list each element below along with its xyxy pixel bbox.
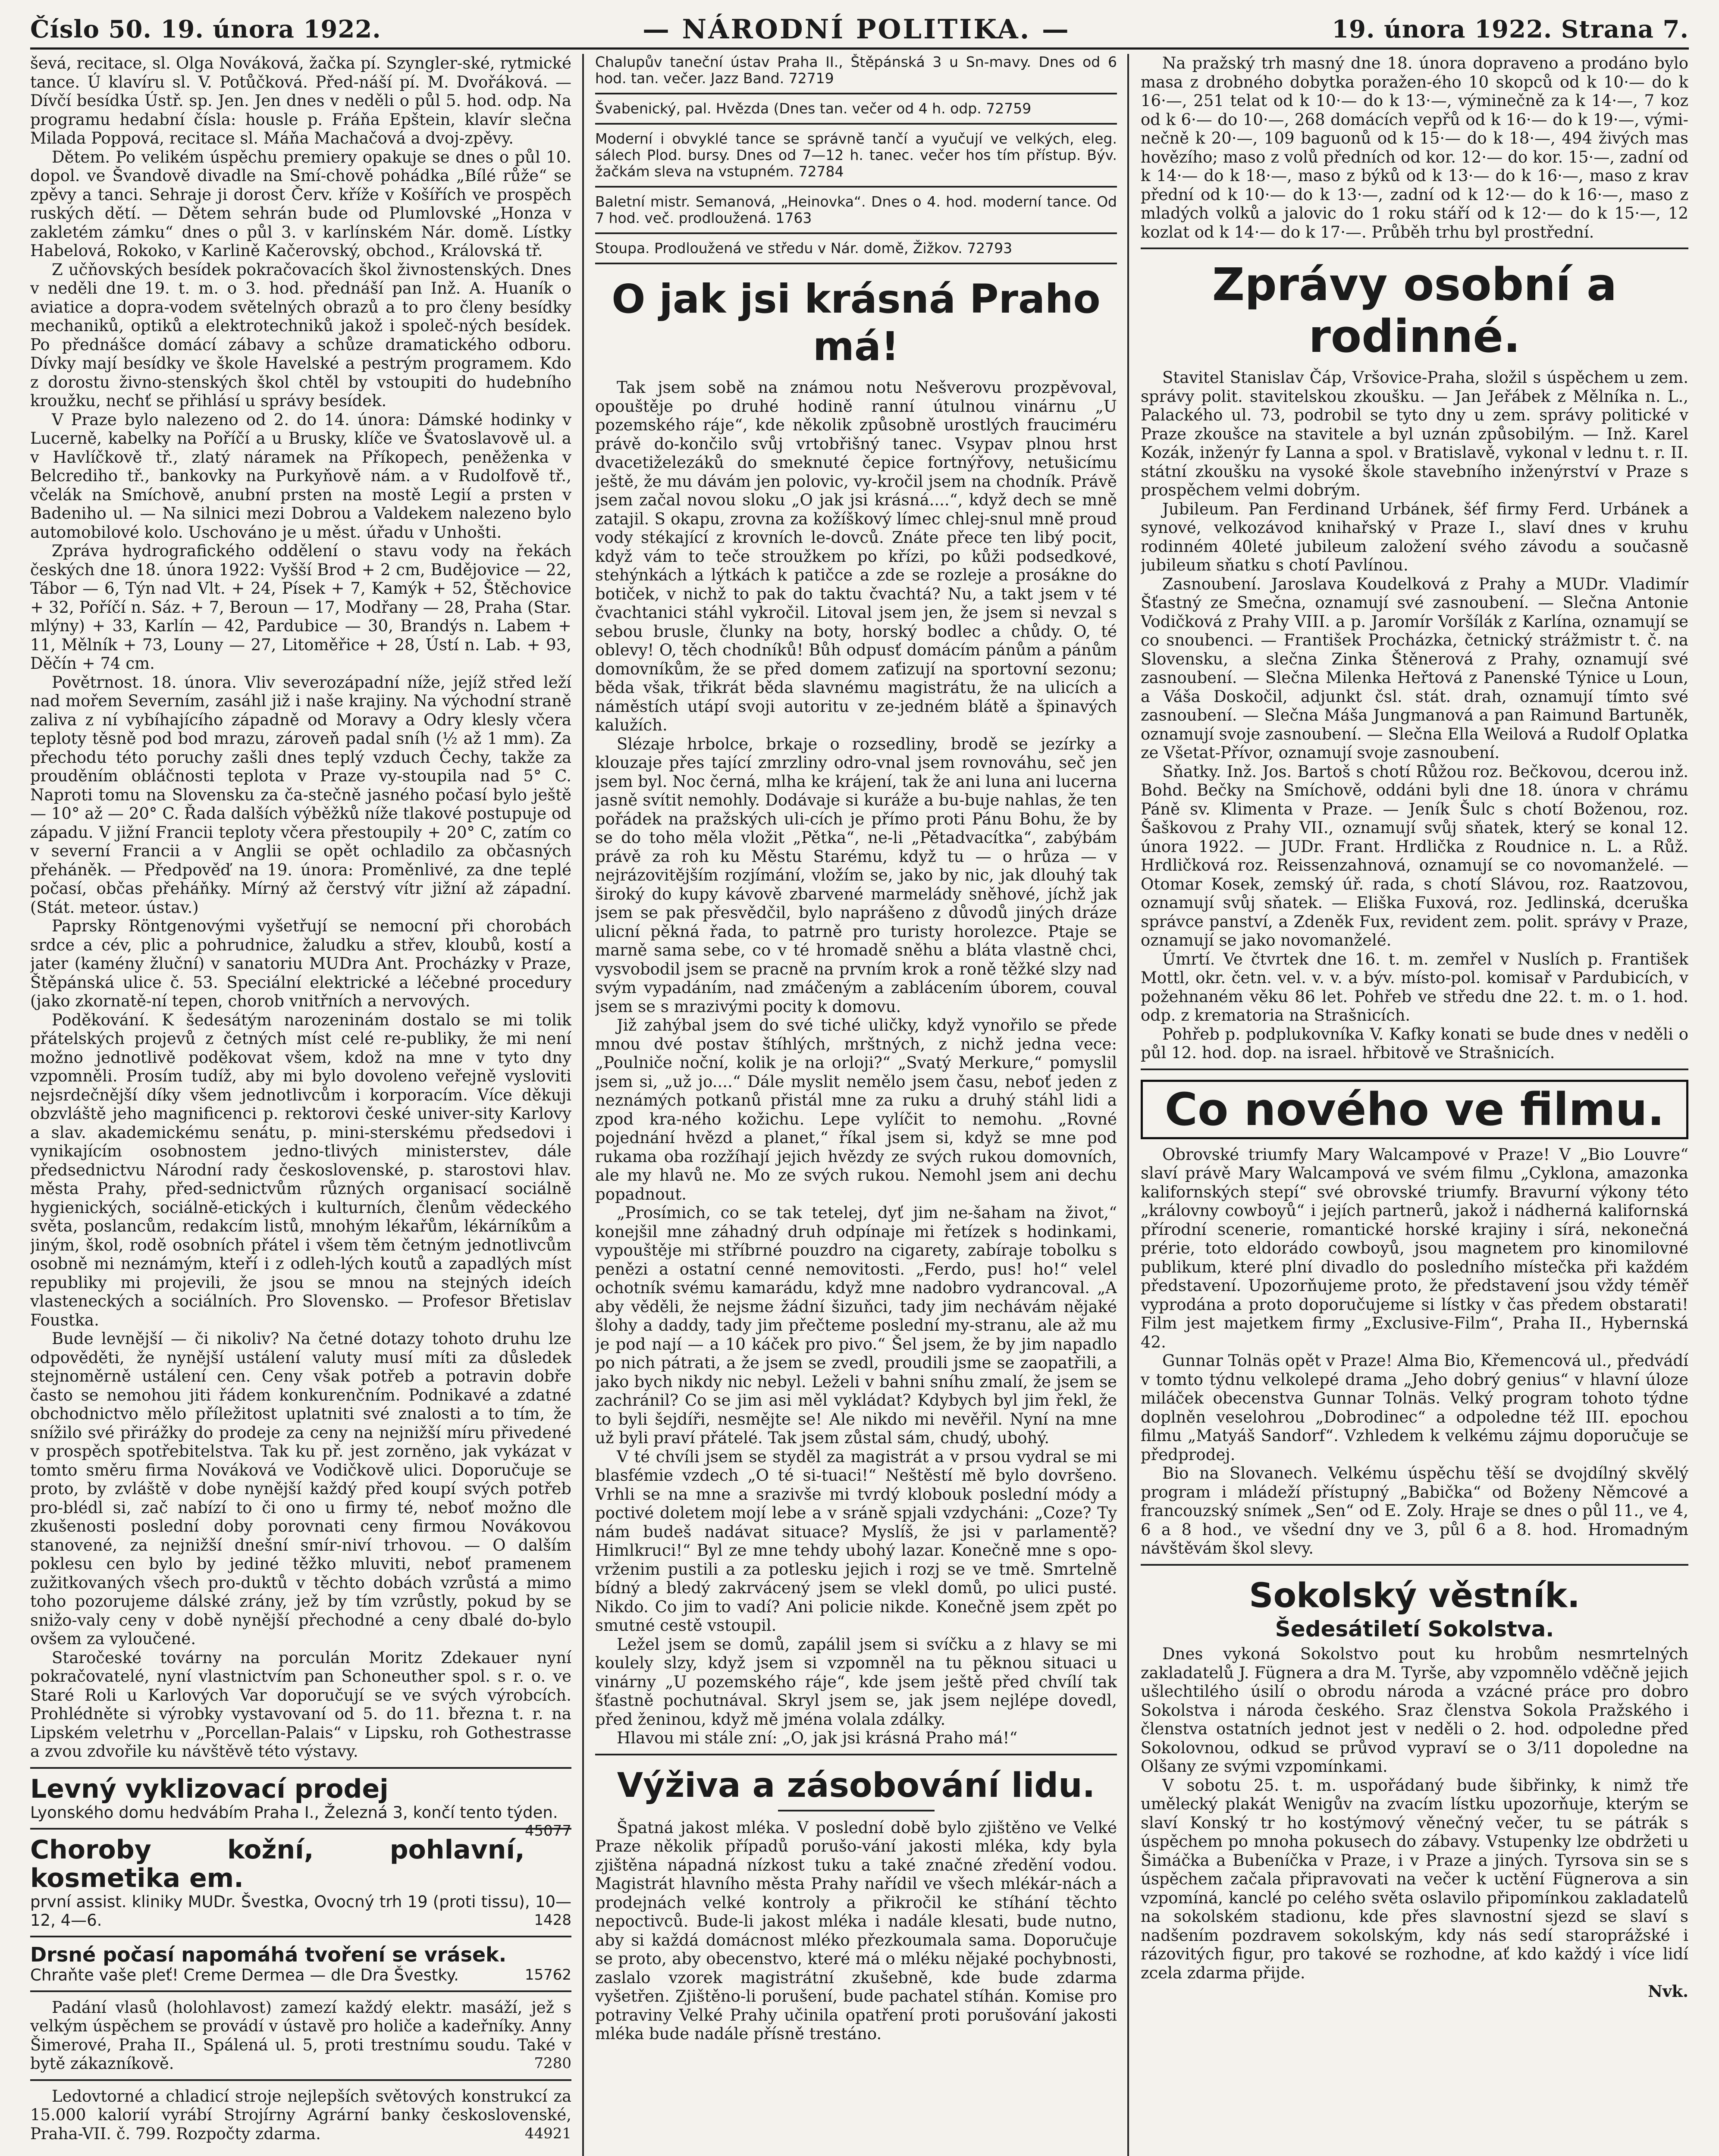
column-divider-2 (1127, 54, 1129, 2156)
article-text: Jubileum. Pan Ferdinand Urbánek, šéf firmy Ferd. Urbánek a synové, velkozávod knihařský v Praze I., slaví dnes v kruhu rodinném 40leté jubileum založení svého závodu a současně jubileum sňatku s chotí Pavlínou. (1141, 499, 1688, 574)
separator (1141, 248, 1688, 249)
advertisement (30, 1836, 571, 1930)
column-2 (595, 54, 1117, 2156)
short-rule (778, 1810, 935, 1811)
listing-item: Švabenický, pal. Hvězda (Dnes tan. večer od 4 h. odp. 72759 (595, 100, 1032, 117)
ad-body: Lyonského domu hedvábím Praha I., Železná 3, končí tento týden. 45077 (30, 1803, 571, 1839)
article-text: Ležel jsem se domů, zapálil jsem si svíčku a z hlavy se mi koulely slzy, když jsem si vzpomněl na tu pěknou situaci u vinárny „U pozemského ráje“, kde jsem ještě před chvílí tak šťastně pochutnával. Skryl jsem se, jak jsem nejlépe dovedl, před ženinou, když mě jména volala zdálky. (595, 1635, 1117, 1729)
separator (595, 232, 1117, 234)
article-text: Zpráva hydrografického oddělení o stavu vody na řekách českých dne 18. února 1922: Vyšší Brod + 2 cm, Budějovice — 22, Tábor — 6, Týn nad Vlt. + 24, Písek + 7, Kamýk + 52, Štěchovice + 32, Poříčí n. Sáz. + 7, Beroun — 17, Modřany — 28, Praha (Star. mlýny) + 33, Karlín — 42, Pardubice — 30, Brandýs n. Labem + 11, Mělník + 73, Louny — 27, Litoměřice + 28, Ústí n. Lab. + 93, Děčín + 74 cm. (30, 542, 571, 673)
column-divider-1 (582, 54, 584, 2156)
ad-headline: Choroby kožní, pohlavní, kosmetika em. (30, 1834, 525, 1893)
listing-item: Chalupův taneční ústav Praha II., Štěpánská 3 u Sn-mavy. Dnes od 6 hod. tan. večer. Jazz Band. 72719 (595, 54, 1117, 87)
ad-body: Chraňte vaše pleť! Creme Dermea — dle Dra Švestky. 15762 (30, 1965, 571, 1984)
ad-headline: Levný vyklizovací prodej (30, 1774, 389, 1804)
section-heading-personal: Zprávy osobní a rodinné. (1212, 258, 1617, 363)
advertisement (30, 1943, 571, 1984)
article-text: V té chvíli jsem se styděl za magistrát a v prsou vydral se mi blasfémie vzdech „O té si-tuaci!“ Neštěstí mě bylo dovršeno. Vrhli se na mne a srazivše mi tvrdý klobouk poslední módy a poctivé doletem mojí lebe a v sráně spjali vzdycháni: „Coze? Ty nám budeš nadávat situace? Myslíš, že jsi v parlamentě? Himlkruci!“ Byl ze mne tehdy ubohý lazar. Konečně mne s opo-vrženim pustili a za potlesku jejich i rozj se ve tmě. Smrtelně bídný a bledý zakrvácený jsem se vlekl domů, po ulici pusté. Nikdo. Co jim to vadí? Ani policie nikde. Konečně jsem zpět po smutné cestě vstoupil. (595, 1447, 1117, 1635)
separator (1141, 1564, 1688, 1566)
article-text: Povětrnost. 18. února. Vliv severozápadní níže, jejíž střed leží nad mořem Severním, zasáhl již i naše krajiny. Na východní straně zaliva z ní vybíhajícího západně od Moravy a Odry klesly včera teploty těsně pod bod mrazu, zároveň padal sníh (½ až 1 mm). Za přechodu této poruchy zašli dnes teplý vzduch Čechy, takže za prouděním obláčnosti teplota v Praze vy-stoupila nad 5° C. Naproti tomu na Slovensku za ča-stečně jasného počasí bylo ještě — 10° až — 20° C. Řada dalších výběžků níže tlakové postupuje od západu. V jižní Francii teploty včera přestoupily + 20° C, zatím co v severní Francii a v Anglii se opět ochladilo za občasných přeháněk. — Předpověď na 19. února: Proměnlivé, za dne teplé počasí, občas přeháňky. Mírný až čerstvý vítr jižní až západní. (Stát. meteor. ústav.) (30, 673, 571, 917)
separator (30, 2079, 571, 2081)
listing-item: Stoupa. Prodloužená ve středu v Nár. domě, Žižkov. 72793 (595, 240, 1013, 257)
ad-body: první assist. kliniky MUDr. Švestka, Ovocný trh 19 (proti tissu), 10—12, 4—6. 1428 (30, 1892, 571, 1930)
section-subheading-sokol: Šedesátiletí Sokolstva. (1275, 1616, 1554, 1642)
article-text: Dětem. Po velikém úspěchu premiery opakuje se dnes o půl 10. dopol. ve Švandově divadle na Smí-chově pohádka „Bílé růže“ se zpěvy a tanci. Sehraje ji dorost Červ. kříže v Košířích ve prospěch ruských dětí. — Dětem sehrán bude od Plumlovské „Honza v zakletém zámku“ dnes o půl 3. v karlínském Nár. domě. Lístky Habelová, Rokoko, v Karlině Kačerovský, obchod., Královská tř. (30, 147, 571, 260)
separator (30, 1990, 571, 1992)
separator (30, 1936, 571, 1937)
ad-headline: Drsné počasí napomáhá tvoření se vrásek. (30, 1943, 507, 1966)
article-text: Z učňovských besídek pokračovacích škol živnostenských. Dnes v neděli dne 19. t. m. o 3. hod. přednáší pan Inž. A. Huaník o aviatice a dopra-vodem světelných obrazů a to pro členy besídky mechaniků, optiků a elektrotechniků jakož i společ-ných besídek. Po přednášce domácí zábavy a schůze dramatického odboru. Dívky mají besídky ve škole Havelské a pestrým programem. Kdo z dorostu živno-stenských škol chtěl by vstoupiti do hudebního kroužku, nechť se přihlásí u správy besídek. (30, 260, 571, 410)
column-1 (30, 54, 571, 2156)
feuilleton-heading: O jak jsi krásná Praho má! (612, 276, 1101, 370)
article-text: Poděkování. K šedesátým narozeninám dostalo se mi tolik přátelských projevů z četných míst celé re-publiky, že mi není možno jednotlivě poděkovat všem, kdož na mne v tyto dny vzpomněli. Prosím tudíž, aby mi bylo dovoleno veřejně vysloviti nejsrdečnější díky všem jednotlivcům i korporacím. Více děkuji obzvláště jeho magnificenci p. rektorovi české univer-sity Karlovy a slav. akademickému senátu, p. mini-sterskému předsedovi i vynikajícím osobnostem jedno-tlivých ministerstev, dále předsednictvu Národní rady československé, p. starostovi hlav. města Prahy, před-sednictvům různých organisací sociálně hygienických, sociálně-etických i kulturních, členům vědeckého světa, poslancům, redakcím listů, mnohým lékařům, lékárníkům a jiným, škol, rodě osobních přátel i všem těm četným jednotlivcům osobně mi neznámým, kteří i z odleh-lých koutů a zapadlých míst republiky mi projevili, že jsou se mnou na stejných ideích vlasteneckých a sociálních. Pro Slovensko. — Profesor Břetislav Foustka. (30, 1010, 571, 1329)
separator (30, 1767, 571, 1769)
separator (595, 263, 1117, 264)
separator (595, 186, 1117, 188)
masthead (30, 11, 1689, 50)
article-text: Hlavou mi stále zní: „O, jak jsi krásná Praho má!“ (617, 1729, 1018, 1747)
issue-date-left: Číslo 50. 19. února 1922. (30, 15, 381, 44)
column-3 (1141, 54, 1688, 2156)
article-text: Bude levnější — či nikoliv? Na četné dotazy tohoto druhu lze odpověděti, že nynější ustálení valuty musí míti za důsledek stejnoměrně ustálení cen. Ceny však potřeb a potravin dobře často se nemohou jiti řádem konkurenčním. Podnikavé a zdatné obchodnictvo mělo příležitost uplatniti své znalosti a to tím, že snížilo své přirážky do prodeje za ceny na nejnižší míru přivedené v prospěch spotřebitelstva. Tak ku př. jest zorněno, jak vykázat v tomto směru firma Nováková ve Vodičkově ulici. Doporučuje se proto, by zvláště v dobe nynější každý před koupí svých potřeb pro-blédl si, zač nabízí to či ono u firmy té, neboť možno dle zkušenosti poslední doby porovnati ceny firmou Novákovou stanovené, za nejnižší dnešní smír-niví trhovou. — O dalším poklesu cen bylo by jediné těžko mluviti, neboť pramenem zužitkovaných všech pro-duktů v těchto dobách vzrůstá a mimo toho pozorujeme dálské zrány, jež by tím vzrůstly, pokud by se snižo-valy ceny v době nynější přechodné a ceny dbalé do-bylo ovšem za vyloučené. (30, 1329, 571, 1648)
article-text: Na pražský trh masný dne 18. února dopraveno a prodáno bylo masa z drobného dobytka poražen-ého 10 skopců od k 10·— do k 16·—, 251 telat od k 10·— do k 13·—, výminečně za k 14·—, 7 koz od k 6·— do 10·—, 268 domácích vepřů od k 16·— do k 19·—, vými-nečně k 20·—, 109 baguonů od k 15·— do k 18·—, 494 živých mas hovězího; maso z volů předních od kor. 12·— do kor. 15·—, zadní od k 14·— do k 18·—, maso z býků od k 13·— do k 16·—, maso z krav přední od k 10·— do k 13·—, zadní od k 12·— do k 16·—, maso z mladých volků a jalovic do 1 roku stáří od k 12·— do k 15·—, 12 kozlat od k 14·— do k 17·—. Průběh trhu byl prostřední. (1141, 54, 1688, 241)
article-text: Slézaje hrbolce, brkaje o rozsedliny, brodě se jezírky a klouzaje přes tající zmrzliny odro-vnal jsem rovnováhu, seč jen jsem byl. Noc černá, mlha ke krájení, tak že ani luna ani lucerna jasně svítit nemohly. Dodávaje si kuráže a bu-buje nahlas, že ten pořádek na pražských uli-cích je přímo proti Pánu Bohu, že by se do toho měla vložit „Pětka“, ne-li „Pětadvacítka“, zabýbám právě za roh ku Městu Starému, když tu — o hrůza — v nejrázovitějším rozjímání, vložím se, jako by nic, jak dlouhý tak široký do kupy kávově zbarvené marmelády sněhové, jíchž jak jsem se pak přesvědčil, bylo naprášeno z důvodů jiných dráze ulicní pěkná řada, to patrně pro turisty horolezce. Ptaje se marně sama sebe, co v té hromadě sněhu a bláta vlastně chci, vysvobodil jsem se pracně na prvním krok a roně těžké slzy nad svým vypadáním, nad zmáčeným a zablácením úborem, couval jsem se s mrazivými pocity k domovu. (595, 734, 1117, 1016)
newspaper-title: — NÁRODNÍ POLITIKA. — (642, 13, 1070, 45)
article-text: Špatná jakost mléka. V poslední době bylo zjištěno ve Velké Praze několik případů porušo-vání jakosti mléka, kdy byla zjištěna nápadná nízkost tuku a také značné zředění vodou. Magistrát hlavního města Prahy nařídil ve všech mlékár-nách a prodejnách velké kontroly a přikročil ke stíhání těchto nepoctivců. Bude-li jakost mléka i nadále klesati, bude nutno, aby si každá domácnost mléko přezkoumala sama. Doporučuje se proto, aby obecenstvo, které má o mléku nějaké pochybnosti, zaslalo vzorek magistrátní zkušebně, kde bude zdarma vyšetřen. Zjištěno-li porušení, bude pachatel stíhán. Komise pro potraviny Velké Prahy učinila opatření proti porušování jakosti mléka bude nadále přísně trestáno. (595, 1818, 1117, 2043)
article-text: Staročeské továrny na porculán Moritz Zdekauer nyní pokračovatelé, nyní vlastnictvím pan Schoneuther spol. s r. o. ve Staré Roli u Karlových Var doporučují se ve svých výrobcích. Prohlédněte si výrobky vystavovaní od 5. do 11. března t. r. na Lipském veletrhu v „Porcellan-Palais“ v Lipsku, roh Gothestrasse a zvou zdvořile ku návštěvě této výstavy. (30, 1648, 571, 1761)
article-text: „Prosímich, co se tak tetelej, dyť jim ne-šaham na život,“ konejšil mne záhadný druh odpínaje mi řetízek s hodinkami, vypouštěje mi stříbrné pouzdro na cigarety, zabíraje tobolku s penězi a ostatní cenné nemovitosti. „Ferdo, pus! ho!“ velel ochotník svému kamarádu, když mne nadobro vydrancoval. „A aby věděli, že nejsme žádní šizuňci, tady jim nechávám nějaké šlohy a daddy, tady jim přečteme poslední my-stranu, ale až mu je pod nají — a 10 káček pro pivo.“ Šel jsem, že by jim napadlo po nich pátrati, a že jsem se zvedl, proudili jsme se zaopatřili, a jako bych nikdy nic nebyl. Leželi v bahni sníhu zmalí, že jsem se zachránil? Co se jim asi měl vykládat? Kdybych byl jim řekl, že to byli šejdíři, nesmějte se! Ale nikdo mi nevěřil. Nyní na mne už byli praví přátelé. Tak jsem zůstal sám, chudý, ubohý. (595, 1203, 1117, 1447)
article-text: ševá, recitace, sl. Olga Nováková, žačka pí. Szyngler-ské, rytmické tance. Ú klavíru sl. V. Potůčková. Před-náší pí. M. Dvořáková. — Dívčí besídka Ústř. sp. Jen. Jen dnes v neděli o půl 5. hod. odp. Na programu hedabní čísla: housle p. Fráňa Epštein, klavír slečna Milada Poppová, recitace sl. Máňa Machačová a dvoj-zpěvy. (30, 54, 571, 147)
article-text: Úmrtí. Ve čtvrtek dne 16. t. m. zemřel v Nuslích p. František Mottl, okr. četn. vel. v. v. a býv. místo-pol. komisař v Pardubicích, v požehnaném věku 86 let. Pohřeb ve středu dne 22. t. m. o 1. hod. odp. z krematoria na Strašnicích. (1141, 950, 1688, 1025)
article-text: Tak jsem sobě na známou notu Nešverovu prozpěvoval, opouštěje po druhé hodině ranní útulnou vinárnu „U pozemského ráje“, kde několik způsobně urostlých frauciméru právě do-končilo svůj vrtobřišný tanec. Vsypav plnou hrst dvacetiželezáků do smeknuté čepice fortnýřovy, netušicímu ještě, že mu dávám jen polovic, vy-kročil jsem na chodník. Právě jsem začal novou sloku „O jak jsi krásná....“, když dech se mně zatajil. S okapu, zrovna za kožíškový límec chlej-snul mně proud vody stékající z krovních le-dovců. Znáte přece ten libý pocit, když vám to teče stroužkem po křízi, po kůži podsedkové, stehýnkách a lýtkách k patičce a zde se rozleje a prosákne do botiček, v nichž to pak do taktu čvachtá? Nu, a takt jsem v té čvachtanici stáhl vykročil. Litoval jsem jen, že jsem si nevzal s sebou brusle, člunky na boty, horský bodlec a chůdy. O, té oblevy! O, těch chodníků! Bůh odpusť domácím pánům a pánům domovníkům, že se před domem zaťizují na sportovní sezonu; běda však, třikrát běda slavnému magistrátu, že na ulicích a náměstích utápí svoji autoritu v ze-jedném blátě a špinavých kalužích. (595, 378, 1117, 734)
separator (595, 93, 1117, 94)
article-text: Pohřeb p. podplukovníka V. Kafky konati se bude dnes v neděli o půl 12. hod. dop. na israel. hřbitově ve Strašnicích. (1141, 1025, 1688, 1062)
article-text: Již zahýbal jsem do své tiché uličky, když vynořilo se přede mnou dvé postav štíhlých, mrštných, z nichž jedna vece: „Poulniče noční, kolik je na orloji?“ „Svatý Merkure,“ pomyslil jsem si, „už jo....“ Dále myslit nemělo jsem času, neboť jeden z neznámých potkanů přistál mne za ruku a druhý stáhl lidi a zpod kra-ného kožichu. Lepe vylíčit to nemohu. „Rovné pojednání hvězd a planet,“ říkal jsem si, když se mne pod rukama oba rozžíhají jejich hvězdy ze svých rukou domovních, ale my hlavů ne. Mo ze svých rukou. Nemohl jsem ani dechu popadnout. (595, 1016, 1117, 1203)
advertisement (30, 1774, 571, 1839)
separator (1141, 1069, 1688, 1070)
page-number-right: 19. února 1922. Strana 7. (1332, 15, 1689, 44)
separator (595, 1754, 1117, 1755)
advertisement-text: Ledovtorné a chladicí stroje nejlepších světových konstrukcí za 15.000 kalorií vyrábí Strojírny Agrární banky československé, Praha-VII. č. 799. Rozpočty zdarma. 44921 (30, 2087, 571, 2143)
article-text: Zasnoubení. Jaroslava Koudelková z Prahy a MUDr. Vladimír Šťastný ze Smečna, oznamují své zasnoubení. — Slečna Antonie Vodičková z Prahy VIII. a p. Jaromír Voršílák z Karlína, oznamují se co snoubenci. — František Procházka, četnický strážmistr t. č. na Slovensku, a slečna Zinka Štěnerová z Prahy, oznamují své zasnoubení. — Slečna Milenka Heřtová z Panenské Týnice u Loun, a Váša Doskočil, adjunkt čsl. stát. drah, oznamují tímto své zasnoubení. — Slečna Máša Jungmanová a pan Raimund Bartuněk, oznamují svoje zasnoubení. — Slečna Ella Weilová a Rudolf Oplatka ze Všetat-Přívor, oznamují svoje zasnoubení. (1141, 574, 1688, 762)
dance-listings (595, 54, 1117, 257)
section-heading-food: Výživa a zásobování lidu. (617, 1766, 1095, 1805)
separator (30, 1828, 571, 1830)
article-text: Sňatky. Inž. Jos. Bartoš s chotí Růžou roz. Bečkovou, dcerou inž. Bohd. Bečky na Smíchově, oddáni byli dne 18. února v chrámu Páně sv. Klimenta v Praze. — Jeník Šulc s chotí Boženou, roz. Šaškovou z Prahy VII., oznamují svůj sňatek, který se konal 12. února 1922. — JUDr. Frant. Hrdlička z Roudnice n. L. a Růž. Hrdličková roz. Reissenzahnová, oznamují se co novomanželé. — Otomar Kosek, zemský úř. rada, s chotí Slávou, roz. Raatzovou, oznamují svůj sňatek. — Eliška Fuxová, roz. Jedlinská, dceruška správce panství, a Zdeněk Fux, revident zem. polit. správy v Praze, oznamují se jako novomanželé. (1141, 762, 1688, 950)
article-text: Gunnar Tolnäs opět v Praze! Alma Bio, Křemencová ul., předvádí v tomto týdnu velkolepé drama „Jeho dobrý genius“ v hlavní úloze miláček obecenstva Gunnar Tolnäs. Velký program tohoto týdne doplněn veselohrou „Dobrodinec“ a odpoledne též III. epochou filmu „Matyáš Sandorf“. Vzhledem k velkému zájmu doporučuje se předprodej. (1141, 1351, 1688, 1464)
article-text: V sobotu 25. t. m. uspořádaný bude šibřinky, k nimž tře umělecký plakát Wenigův na zvacím lístku upozorňuje, kterým se slaví Konský tr ho kostýmový věnečný večer, tu se pátrák s úspěchem po mnoha pokusech do zábavy. Vstupenky lze obdržeti u Šimáčka a Bubeníčka v Praze, i v Praze a jiných. Tyrsova sin se s úspěchem začala připravovati na večer k uctění Fügnerova a sin vzpomíná, kanclé po celého světa oslavilo připomínkou zakladatelů na sokolském stadionu, kde přes slavnostní sjezd se slaví s nadšením pozdravem sokolským, kdy nás sedí staroprážské i rázovitých figur, pro takové se rozhodne, ať kdo každý i více lidí zcela zdarma přijde. (1141, 1776, 1688, 1982)
separator (595, 123, 1117, 125)
listing-item: Baletní mistr. Semanová, „Heinovka“. Dnes o 4. hod. moderní tance. Od 7 hod. več. prodloužená. 1763 (595, 193, 1117, 226)
article-text: Stavitel Stanislav Čáp, Vršovice-Praha, složil s úspěchem u zem. správy polit. stavitelskou zkoušku. — Jan Jeřábek z Mělníka n. L., Palackého ul. 73, podrobil se tyto dny u zem. správy politické v Praze zkoušce na stavitele a byl uznán způsobilým. — Inž. Karel Kozák, inženýr fy Lanna a spol. v Bratislavě, vykonal v lednu t. r. II. státní zkoušku na vysoké škole stavebního inženýrství v Praze s prospěchem velmi dobrým. (1141, 368, 1688, 499)
article-text: V Praze bylo nalezeno od 2. do 14. února: Dámské hodinky v Lucerně, kabelky na Poříčí a u Brusky, klíče ve Švatoslavově ul. a v Havlíčkově tř., zlatý náramek na Příkopech, peněženka v Belcrediho tř., bankovky na Purkyňově nám. a v Rudolfově tř., včelák na Smíchově, anubní prsten na mostě Legií a prsten v Badeniho ul. — Na silnici mezi Dobrou a Valdekem nalezeno bylo automobilové kolo. Uschováno je u měst. úřadu v Unhošti. (30, 410, 571, 542)
article-text: Obrovské triumfy Mary Walcampové v Praze! V „Bio Louvre“ slaví právě Mary Walcampová ve svém filmu „Cyklona, amazonka kalifornských stepí“ své obrovské triumfy. Bravurní výkony této „královny cowboyů“ i jejích partnerů, jakož i nádherná kalifornská přírodní scenerie, romantické horské krajiny i sírá, nekonečná prérie, toto eldorádo cowboyů, jsou magnetem pro kinomilovné publikum, které plní divadlo do posledního místečka při každém představení. Upozorňujeme proto, že představení jsou vždy téměř vyprodána a proto doporučujeme si lístky v čas předem obstarati! Film jest majetkem firmy „Exclusive-Film“, Praha II., Hybernská 42. (1141, 1145, 1688, 1351)
author-signature: Nvk. (1648, 1982, 1688, 2001)
advertisement-text: Padání vlasů (holohlavost) zamezí každý elektr. masáží, jež s velkým úspěchem se provádí v ústavě pro holiče a kadeřníky. Anny Šimerové, Praha II., Spálená ul. 5, proti trestnímu soudu. Také v bytě zákazníkově. 7280 (30, 1998, 571, 2073)
article-text: Dnes vykoná Sokolstvo pout ku hrobům nesmrtelných zakladatelů J. Fügnera a dra M. Tyrše, aby vzpomnělo vděčně jejich ušlechtilého úsilí o obrodu národa a vzácné práce pro dobro Sokolstva i národa českého. Sraz členstva Sokola Pražského i členstva ostatních jednot jest v neděli o 2. hod. odpoledne před Sokolovnou, odkud se průvod vypraví se o 3/11 dopoledne na Olšany ze svými vzpomínkami. (1141, 1645, 1688, 1776)
article-text: Bio na Slovanech. Velkému úspěchu těší se dvojdílný skvělý program i mládeží přístupný „Babička“ od Boženy Němcové a francouzský snímek „Sen“ od E. Zoly. Hraje se dnes o půl 11., ve 4, 6 a 8 hod., ve všední dny ve 3, půl 6 a 8. hod. Hromadným návštěvám škol slevy. (1141, 1464, 1688, 1557)
listing-item: Moderní i obvyklé tance se správně tančí a vyučují ve velkých, eleg. sálech Plod. bursy. Dnes od 7—12 h. tanec. večer hos tím přístup. Býv. žačkám sleva na vstupném. 72784 (595, 130, 1117, 180)
article-text: Paprsky Röntgenovými vyšetřují se nemocní při chorobách srdce a cév, plic a pohrudnice, žaludku a střev, kloubů, kostí a jater (kamény žluční) v sanatoriu MUDra Ant. Procházky v Praze, Štěpánská ulice č. 53. Speciální elektrické a léčebné procedury (jako zkornatě-ní tepen, chorob vnitřních a nervových. (30, 917, 571, 1010)
section-heading-film: Co nového ve filmu. (1141, 1080, 1688, 1139)
section-heading-sokol: Sokolský věstník. (1249, 1576, 1580, 1615)
